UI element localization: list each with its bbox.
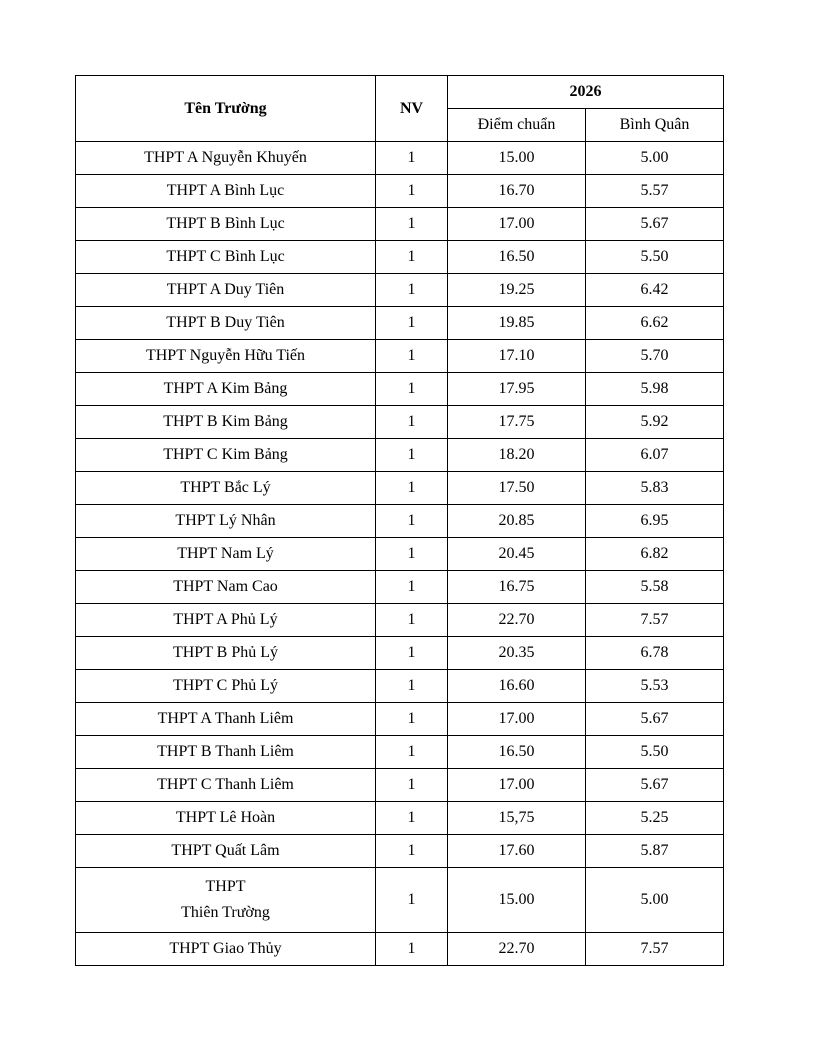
table-row — [76, 241, 724, 274]
benchmark-score-cell: 17.95 — [448, 373, 586, 406]
school-name-cell: THPT C Kim Bảng — [76, 439, 376, 472]
nv-cell: 1 — [376, 307, 448, 340]
school-name-cell: THPT B Phủ Lý — [76, 637, 376, 670]
table-row — [76, 571, 724, 604]
table-row — [76, 505, 724, 538]
average-cell: 6.42 — [586, 274, 724, 307]
average-cell: 5.00 — [586, 868, 724, 933]
nv-cell: 1 — [376, 274, 448, 307]
table-row — [76, 637, 724, 670]
school-name-cell: THPT B Duy Tiên — [76, 307, 376, 340]
average-cell: 5.92 — [586, 406, 724, 439]
average-cell: 5.25 — [586, 802, 724, 835]
average-cell: 6.07 — [586, 439, 724, 472]
benchmark-score-cell: 16.60 — [448, 670, 586, 703]
table-row — [76, 274, 724, 307]
table-row — [76, 307, 724, 340]
average-cell: 5.70 — [586, 340, 724, 373]
nv-cell: 1 — [376, 340, 448, 373]
school-name-cell: THPT B Kim Bảng — [76, 406, 376, 439]
average-cell: 5.67 — [586, 769, 724, 802]
benchmark-score-cell: 17.10 — [448, 340, 586, 373]
average-cell: 5.83 — [586, 472, 724, 505]
nv-cell: 1 — [376, 142, 448, 175]
average-cell: 5.53 — [586, 670, 724, 703]
school-name-cell: THPT Nam Lý — [76, 538, 376, 571]
table-row — [76, 736, 724, 769]
average-cell: 7.57 — [586, 604, 724, 637]
school-name-cell: THPT B Thanh Liêm — [76, 736, 376, 769]
nv-cell: 1 — [376, 703, 448, 736]
table-row — [76, 769, 724, 802]
benchmark-score-cell: 18.20 — [448, 439, 586, 472]
nv-cell: 1 — [376, 175, 448, 208]
admission-score-table — [75, 75, 724, 966]
table-header — [76, 76, 724, 142]
table-row — [76, 340, 724, 373]
school-name-cell: THPT B Bình Lục — [76, 208, 376, 241]
header-year: 2026 — [448, 76, 724, 109]
school-name-cell: THPT C Bình Lục — [76, 241, 376, 274]
average-cell: 5.58 — [586, 571, 724, 604]
nv-cell: 1 — [376, 571, 448, 604]
benchmark-score-cell: 22.70 — [448, 933, 586, 966]
school-name-cell — [76, 868, 376, 933]
table-row — [76, 703, 724, 736]
table-row — [76, 604, 724, 637]
nv-cell: 1 — [376, 868, 448, 933]
school-name-cell: THPT C Phủ Lý — [76, 670, 376, 703]
nv-cell: 1 — [376, 208, 448, 241]
header-nv: NV — [376, 76, 448, 142]
table-row — [76, 472, 724, 505]
nv-cell: 1 — [376, 802, 448, 835]
average-cell: 5.00 — [586, 142, 724, 175]
table-row — [76, 208, 724, 241]
nv-cell: 1 — [376, 670, 448, 703]
nv-cell: 1 — [376, 538, 448, 571]
table-row — [76, 670, 724, 703]
header-school-name: Tên Trường — [76, 76, 376, 142]
nv-cell: 1 — [376, 472, 448, 505]
school-name-line: THPT — [205, 878, 246, 895]
nv-cell: 1 — [376, 637, 448, 670]
table-row — [76, 439, 724, 472]
average-cell: 5.67 — [586, 703, 724, 736]
table-row — [76, 835, 724, 868]
benchmark-score-cell: 16.50 — [448, 736, 586, 769]
nv-cell: 1 — [376, 604, 448, 637]
benchmark-score-cell: 17.00 — [448, 703, 586, 736]
table-row — [76, 175, 724, 208]
table-row — [76, 538, 724, 571]
benchmark-score-cell: 17.00 — [448, 769, 586, 802]
average-cell: 5.98 — [586, 373, 724, 406]
school-name-cell: THPT Nam Cao — [76, 571, 376, 604]
nv-cell: 1 — [376, 933, 448, 966]
nv-cell: 1 — [376, 373, 448, 406]
school-name-cell: THPT A Phủ Lý — [76, 604, 376, 637]
table-row — [76, 802, 724, 835]
nv-cell: 1 — [376, 505, 448, 538]
nv-cell: 1 — [376, 769, 448, 802]
benchmark-score-cell: 16.75 — [448, 571, 586, 604]
average-cell: 5.57 — [586, 175, 724, 208]
table-row — [76, 406, 724, 439]
nv-cell: 1 — [376, 241, 448, 274]
school-name-line: Thiên Trường — [181, 904, 270, 921]
school-name-cell: THPT C Thanh Liêm — [76, 769, 376, 802]
school-name-cell: THPT A Duy Tiên — [76, 274, 376, 307]
benchmark-score-cell: 15.00 — [448, 142, 586, 175]
average-cell: 6.82 — [586, 538, 724, 571]
nv-cell: 1 — [376, 406, 448, 439]
header-benchmark-score: Điểm chuẩn — [448, 109, 586, 142]
table-row — [76, 373, 724, 406]
table-row — [76, 933, 724, 966]
school-name-cell: THPT Bắc Lý — [76, 472, 376, 505]
table-row — [76, 868, 724, 933]
benchmark-score-cell: 20.35 — [448, 637, 586, 670]
benchmark-score-cell: 15.00 — [448, 868, 586, 933]
benchmark-score-cell: 20.85 — [448, 505, 586, 538]
school-name-cell: THPT Lý Nhân — [76, 505, 376, 538]
school-name-cell: THPT Lê Hoàn — [76, 802, 376, 835]
school-name-cell: THPT A Bình Lục — [76, 175, 376, 208]
table-row — [76, 142, 724, 175]
document-page — [75, 75, 723, 966]
average-cell: 5.87 — [586, 835, 724, 868]
benchmark-score-cell: 16.50 — [448, 241, 586, 274]
average-cell: 5.50 — [586, 736, 724, 769]
nv-cell: 1 — [376, 835, 448, 868]
benchmark-score-cell: 20.45 — [448, 538, 586, 571]
school-name-cell: THPT A Thanh Liêm — [76, 703, 376, 736]
nv-cell: 1 — [376, 736, 448, 769]
average-cell: 7.57 — [586, 933, 724, 966]
benchmark-score-cell: 17.60 — [448, 835, 586, 868]
table-body — [76, 142, 724, 966]
average-cell: 5.50 — [586, 241, 724, 274]
average-cell: 6.95 — [586, 505, 724, 538]
benchmark-score-cell: 17.50 — [448, 472, 586, 505]
school-name-cell: THPT Quất Lâm — [76, 835, 376, 868]
benchmark-score-cell: 15,75 — [448, 802, 586, 835]
benchmark-score-cell: 19.85 — [448, 307, 586, 340]
school-name-cell: THPT A Nguyễn Khuyến — [76, 142, 376, 175]
benchmark-score-cell: 17.75 — [448, 406, 586, 439]
benchmark-score-cell: 17.00 — [448, 208, 586, 241]
benchmark-score-cell: 19.25 — [448, 274, 586, 307]
school-name-cell: THPT Nguyễn Hữu Tiến — [76, 340, 376, 373]
average-cell: 6.62 — [586, 307, 724, 340]
school-name-cell: THPT Giao Thủy — [76, 933, 376, 966]
average-cell: 5.67 — [586, 208, 724, 241]
average-cell: 6.78 — [586, 637, 724, 670]
benchmark-score-cell: 16.70 — [448, 175, 586, 208]
school-name-cell: THPT A Kim Bảng — [76, 373, 376, 406]
benchmark-score-cell: 22.70 — [448, 604, 586, 637]
nv-cell: 1 — [376, 439, 448, 472]
header-average: Bình Quân — [586, 109, 724, 142]
